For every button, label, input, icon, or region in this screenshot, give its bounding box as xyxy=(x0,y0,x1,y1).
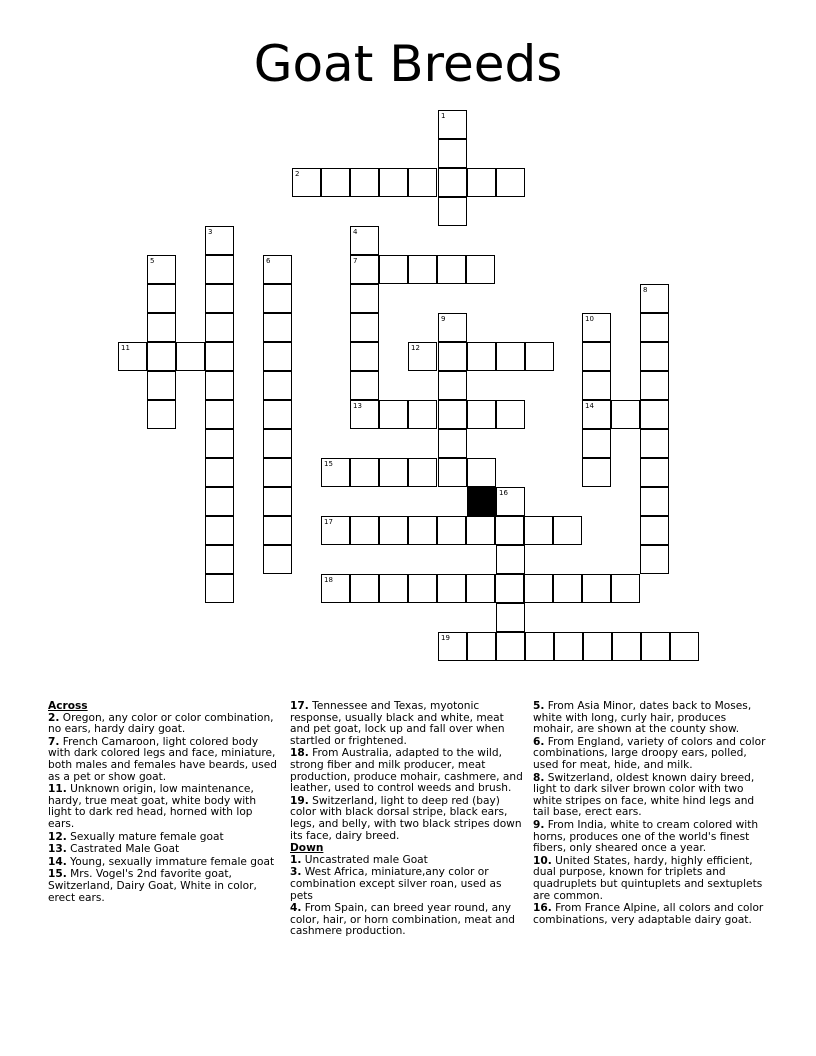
down-clue xyxy=(533,737,769,772)
clue-number: 1 xyxy=(441,112,446,120)
grid-cell[interactable] xyxy=(263,516,292,545)
grid-cell[interactable] xyxy=(438,110,467,139)
grid-cell[interactable] xyxy=(438,342,467,371)
grid-cell[interactable] xyxy=(640,313,669,342)
clue-text: From France Alpine, all colors and color combinations, very adaptable dairy goat. xyxy=(533,902,764,926)
grid-cell[interactable] xyxy=(438,168,467,197)
clue-num: 2. xyxy=(48,711,60,724)
black-cell xyxy=(467,487,496,516)
clue-text: Castrated Male Goat xyxy=(66,843,180,856)
grid-cell[interactable] xyxy=(496,632,525,661)
across-clue xyxy=(290,748,526,794)
grid-cell[interactable] xyxy=(467,168,496,197)
clue-number: 8 xyxy=(643,286,648,294)
clue-text: Switzerland, light to deep red (bay) color with black dorsal stripe, black ears, legs, and belly, with two black stripes down its face, dairy breed. xyxy=(290,794,522,842)
grid-cell[interactable] xyxy=(263,342,292,371)
down-header: Down xyxy=(290,842,324,855)
grid-cell[interactable] xyxy=(582,429,611,458)
grid-cell[interactable] xyxy=(640,429,669,458)
grid-cell[interactable] xyxy=(379,168,408,197)
clue-num: 18. xyxy=(290,747,309,760)
grid-cell[interactable] xyxy=(640,284,669,313)
grid-cell[interactable] xyxy=(408,574,437,603)
grid-cell[interactable] xyxy=(321,458,350,487)
grid-cell[interactable] xyxy=(553,516,582,545)
grid-cell[interactable] xyxy=(350,574,379,603)
grid-cell[interactable] xyxy=(350,226,379,255)
clue-number: 9 xyxy=(441,315,446,323)
grid-cell[interactable] xyxy=(640,487,669,516)
grid-cell[interactable] xyxy=(205,400,234,429)
grid-cell[interactable] xyxy=(205,255,234,284)
across-clue xyxy=(48,784,280,830)
clue-number: 10 xyxy=(585,315,594,323)
clue-num: 19. xyxy=(290,794,309,807)
across-clue xyxy=(48,857,280,869)
clues-column-1 xyxy=(48,701,280,905)
grid-cell[interactable] xyxy=(554,632,583,661)
grid-cell[interactable] xyxy=(408,400,437,429)
grid-cell[interactable] xyxy=(176,342,205,371)
clue-text: Uncastrated male Goat xyxy=(301,853,428,866)
grid-cell[interactable] xyxy=(205,545,234,574)
grid-cell[interactable] xyxy=(640,371,669,400)
clue-number: 13 xyxy=(353,402,362,410)
grid-cell[interactable] xyxy=(640,545,669,574)
grid-cell[interactable] xyxy=(408,342,437,371)
grid-cell[interactable] xyxy=(437,574,466,603)
grid-cell[interactable] xyxy=(641,632,670,661)
clue-num: 5. xyxy=(533,700,545,712)
down-clue xyxy=(533,773,769,819)
grid-cell[interactable] xyxy=(350,168,379,197)
grid-cell[interactable] xyxy=(640,458,669,487)
clue-num: 14. xyxy=(48,855,67,868)
clue-number: 15 xyxy=(324,460,333,468)
grid-cell[interactable] xyxy=(147,313,176,342)
grid-cell[interactable] xyxy=(205,458,234,487)
clue-text: Oregon, any color or color combination, no ears, hardy dairy goat. xyxy=(48,711,274,736)
grid-cell[interactable] xyxy=(321,574,350,603)
grid-cell[interactable] xyxy=(611,400,640,429)
grid-cell[interactable] xyxy=(408,255,437,284)
grid-cell[interactable] xyxy=(640,342,669,371)
grid-cell[interactable] xyxy=(263,284,292,313)
grid-cell[interactable] xyxy=(408,458,437,487)
grid-cell[interactable] xyxy=(496,603,525,632)
clue-text: From Spain, can breed year round, any color, hair, or horn combination, meat and cashmere production. xyxy=(290,902,516,938)
grid-cell[interactable] xyxy=(205,284,234,313)
across-clue xyxy=(48,832,280,844)
grid-cell[interactable] xyxy=(467,400,496,429)
grid-cell[interactable] xyxy=(147,284,176,313)
grid-cell[interactable] xyxy=(467,458,496,487)
grid-cell[interactable] xyxy=(438,371,467,400)
clue-num: 13. xyxy=(48,843,67,856)
grid-cell[interactable] xyxy=(438,313,467,342)
down-clue xyxy=(533,903,769,926)
grid-cell[interactable] xyxy=(582,458,611,487)
grid-cell[interactable] xyxy=(379,516,408,545)
puzzle-title: Goat Breeds xyxy=(253,35,563,93)
clue-num: 11. xyxy=(48,783,67,796)
grid-cell[interactable] xyxy=(263,400,292,429)
grid-cell[interactable] xyxy=(263,313,292,342)
grid-cell[interactable] xyxy=(466,516,495,545)
grid-cell[interactable] xyxy=(118,342,147,371)
grid-cell[interactable] xyxy=(438,197,467,226)
grid-cell[interactable] xyxy=(437,255,466,284)
grid-cell[interactable] xyxy=(524,516,553,545)
grid-cell[interactable] xyxy=(496,400,525,429)
grid-cell[interactable] xyxy=(205,487,234,516)
clue-number: 2 xyxy=(295,170,300,178)
grid-cell[interactable] xyxy=(350,313,379,342)
grid-cell[interactable] xyxy=(205,342,234,371)
grid-cell[interactable] xyxy=(263,545,292,574)
down-clue xyxy=(533,701,769,736)
grid-cell[interactable] xyxy=(582,371,611,400)
grid-cell[interactable] xyxy=(438,400,467,429)
grid-cell[interactable] xyxy=(525,342,554,371)
clue-text: Sexually mature female goat xyxy=(66,830,224,843)
clue-text: Unknown origin, low maintenance, hardy, true meat goat, white body with light to dark red head, horned with lop ears. xyxy=(48,783,257,830)
grid-cell[interactable] xyxy=(205,429,234,458)
grid-cell[interactable] xyxy=(496,487,525,516)
grid-cell[interactable] xyxy=(496,342,525,371)
grid-cell[interactable] xyxy=(147,255,176,284)
clue-num: 15. xyxy=(48,868,67,881)
grid-cell[interactable] xyxy=(292,168,321,197)
grid-cell[interactable] xyxy=(350,516,379,545)
grid-cell[interactable] xyxy=(438,139,467,168)
grid-cell[interactable] xyxy=(612,632,641,661)
grid-cell[interactable] xyxy=(205,371,234,400)
grid-cell[interactable] xyxy=(321,516,350,545)
grid-cell[interactable] xyxy=(379,574,408,603)
clue-number: 11 xyxy=(121,344,130,352)
clue-num: 1. xyxy=(290,853,302,866)
across-header: Across xyxy=(48,700,88,712)
clue-number: 7 xyxy=(353,257,358,265)
clue-text: United States, hardy, highly efficient, dual purpose, known for triplets and quadruplets but quintuplets and sextuplets are common. xyxy=(533,854,763,902)
grid-cell[interactable] xyxy=(350,371,379,400)
grid-cell[interactable] xyxy=(582,342,611,371)
grid-cell[interactable] xyxy=(466,255,495,284)
grid-cell[interactable] xyxy=(525,632,554,661)
clue-num: 7. xyxy=(48,735,60,748)
grid-cell[interactable] xyxy=(496,168,525,197)
grid-cell[interactable] xyxy=(379,400,408,429)
across-clue xyxy=(48,713,280,736)
grid-cell[interactable] xyxy=(205,313,234,342)
clues-column-2 xyxy=(290,701,526,939)
across-clue xyxy=(48,869,280,904)
clue-num: 12. xyxy=(48,830,67,843)
down-clue xyxy=(533,856,769,902)
clue-num: 6. xyxy=(533,735,545,748)
clue-text: Switzerland, oldest known dairy breed, light to dark silver brown color with two white stripes on face, white hind legs and tail base, erect ears. xyxy=(533,771,755,819)
grid-cell[interactable] xyxy=(524,574,553,603)
clue-num: 10. xyxy=(533,854,552,867)
grid-cell[interactable] xyxy=(350,255,379,284)
grid-cell[interactable] xyxy=(408,516,437,545)
clue-num: 9. xyxy=(533,818,545,831)
grid-cell[interactable] xyxy=(438,458,467,487)
grid-cell[interactable] xyxy=(495,574,524,603)
clue-text: From Australia, adapted to the wild, strong fiber and milk producer, meat production, produce mohair, cashmere, and leather, used to control weeds and brush. xyxy=(290,747,523,795)
clue-number: 3 xyxy=(208,228,213,236)
grid-cell[interactable] xyxy=(496,545,525,574)
grid-cell[interactable] xyxy=(147,371,176,400)
grid-cell[interactable] xyxy=(438,632,467,661)
grid-cell[interactable] xyxy=(350,458,379,487)
clue-number: 18 xyxy=(324,576,333,584)
grid-cell[interactable] xyxy=(582,574,611,603)
grid-cell[interactable] xyxy=(438,429,467,458)
clue-number: 4 xyxy=(353,228,358,236)
clue-text: From England, variety of colors and color combinations, large droopy ears, polled, used for meat, hide, and milk. xyxy=(533,735,766,771)
across-clue xyxy=(290,796,526,842)
grid-cell[interactable] xyxy=(263,371,292,400)
down-clue xyxy=(290,903,526,938)
clue-number: 14 xyxy=(585,402,594,410)
clue-num: 4. xyxy=(290,902,302,915)
grid-cell[interactable] xyxy=(147,400,176,429)
grid-cell[interactable] xyxy=(437,516,466,545)
clue-num: 17. xyxy=(290,700,309,712)
grid-cell[interactable] xyxy=(467,342,496,371)
grid-cell[interactable] xyxy=(553,574,582,603)
grid-cell[interactable] xyxy=(379,255,408,284)
grid-cell[interactable] xyxy=(147,342,176,371)
grid-cell[interactable] xyxy=(263,458,292,487)
clue-number: 6 xyxy=(266,257,271,265)
clue-num: 3. xyxy=(290,866,302,879)
grid-cell[interactable] xyxy=(582,400,611,429)
clue-number: 16 xyxy=(499,489,508,497)
clue-num: 16. xyxy=(533,902,552,915)
grid-cell[interactable] xyxy=(263,429,292,458)
clue-text: From Asia Minor, dates back to Moses, white with long, curly hair, produces mohair, are shown at the county show. xyxy=(533,700,752,736)
grid-cell[interactable] xyxy=(495,516,524,545)
grid-cell[interactable] xyxy=(350,342,379,371)
clue-num: 8. xyxy=(533,771,545,784)
grid-cell[interactable] xyxy=(205,226,234,255)
grid-cell[interactable] xyxy=(379,458,408,487)
clue-number: 19 xyxy=(441,634,450,642)
clue-text: Young, sexually immature female goat xyxy=(66,855,275,868)
clues-column-3 xyxy=(533,701,769,927)
down-clue xyxy=(533,820,769,855)
across-clue xyxy=(290,701,526,747)
across-clue xyxy=(48,844,280,856)
grid-cell[interactable] xyxy=(582,313,611,342)
grid-cell[interactable] xyxy=(640,516,669,545)
grid-cell[interactable] xyxy=(205,516,234,545)
grid-cell[interactable] xyxy=(670,632,699,661)
grid-cell[interactable] xyxy=(263,487,292,516)
grid-cell[interactable] xyxy=(408,168,437,197)
clue-number: 17 xyxy=(324,518,333,526)
grid-cell[interactable] xyxy=(263,255,292,284)
clue-text: From India, white to cream colored with horns, produces one of the world's finest fibers, only sheared once a year. xyxy=(533,818,759,855)
across-clue xyxy=(48,737,280,783)
clue-number: 12 xyxy=(411,344,420,352)
grid-cell[interactable] xyxy=(583,632,612,661)
grid-cell[interactable] xyxy=(205,574,234,603)
clue-number: 5 xyxy=(150,257,155,265)
grid-cell[interactable] xyxy=(467,632,496,661)
grid-cell[interactable] xyxy=(640,400,669,429)
clue-text: French Camaroon, light colored body with dark colored legs and face, miniature, both males and females have beards, used as a pet or show goat. xyxy=(48,735,278,783)
grid-cell[interactable] xyxy=(611,574,640,603)
grid-cell[interactable] xyxy=(466,574,495,603)
clue-text: Mrs. Vogel's 2nd favorite goat, Switzerland, Dairy Goat, White in color, erect ears. xyxy=(48,868,257,904)
down-clue xyxy=(290,855,526,867)
down-clue xyxy=(290,867,526,902)
grid-cell[interactable] xyxy=(350,284,379,313)
grid-cell[interactable] xyxy=(350,400,379,429)
clue-text: West Africa, miniature,any color or combination except silver roan, used as pets xyxy=(290,866,502,902)
grid-cell[interactable] xyxy=(321,168,350,197)
clue-text: Tennessee and Texas, myotonic response, usually black and white, meat and pet goat, lock up and fall over when startled or frightened. xyxy=(290,700,505,747)
